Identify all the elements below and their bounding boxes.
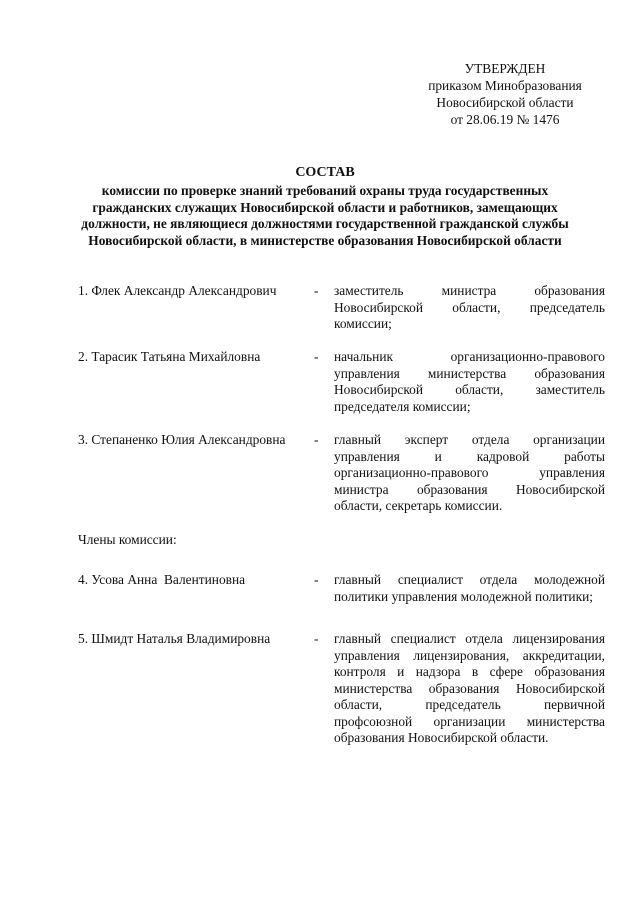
member-dash: - (314, 631, 319, 646)
approval-region-line: Новосибирской области (436, 95, 574, 110)
member-row-1 (78, 283, 605, 349)
member-row-3 (78, 432, 605, 532)
members-heading: Члены комиссии: (78, 532, 177, 547)
member-role: главный эксперт отдела организации управления и кадровой работы организационно-правового управления министра образования Новосибирской области, секретарь комиссии. (334, 432, 605, 513)
member-dash: - (314, 349, 319, 364)
member-role: главный специалист отдела молодежной политики управления молодежной политики; (334, 572, 605, 604)
member-name: 3. Степаненко Юлия Александровна (78, 432, 286, 447)
member-dash: - (314, 572, 319, 587)
member-row-2 (78, 349, 605, 432)
member-name: 1. Флек Александр Александрович (78, 283, 277, 298)
member-name: 5. Шмидт Наталья Владимировна (78, 631, 271, 646)
member-name: 4. Усова Анна Валентиновна (78, 572, 246, 587)
member-dash: - (314, 432, 319, 447)
document-title-block (70, 163, 580, 249)
commission-composition (78, 283, 605, 747)
approval-stamp-title: УТВЕРЖДЕН (464, 61, 546, 76)
approval-order-line: приказом Минобразования (428, 78, 582, 93)
document-title: СОСТАВ (295, 165, 355, 180)
member-dash: - (314, 283, 319, 298)
member-role: заместитель министра образования Новосибирской области, председатель комиссии; (334, 283, 605, 331)
member-role: начальник организационно-правового управления министерства образования Новосибирской области, заместитель председателя комиссии; (334, 349, 605, 414)
member-row-4 (78, 572, 605, 631)
document-subtitle: комиссии по проверке знаний требований охраны труда государственных гражданских служащих Новосибирской области и работников, замещающих должности, не являющиеся должностями государственной гражданской службы Новосибирской области, в министерстве образования Новосибирской области (81, 183, 569, 248)
approval-block (400, 60, 610, 128)
approval-date-line: от 28.06.19 № 1476 (450, 112, 560, 127)
member-role: главный специалист отдела лицензирования управления лицензирования, аккредитации, контроля и надзора в сфере образования министерства образования Новосибирской области, председатель первичной профсоюзной организации министерства образования Новосибирской области. (334, 631, 605, 745)
member-row-5 (78, 631, 605, 747)
member-name: 2. Тарасик Татьяна Михайловна (78, 349, 261, 364)
